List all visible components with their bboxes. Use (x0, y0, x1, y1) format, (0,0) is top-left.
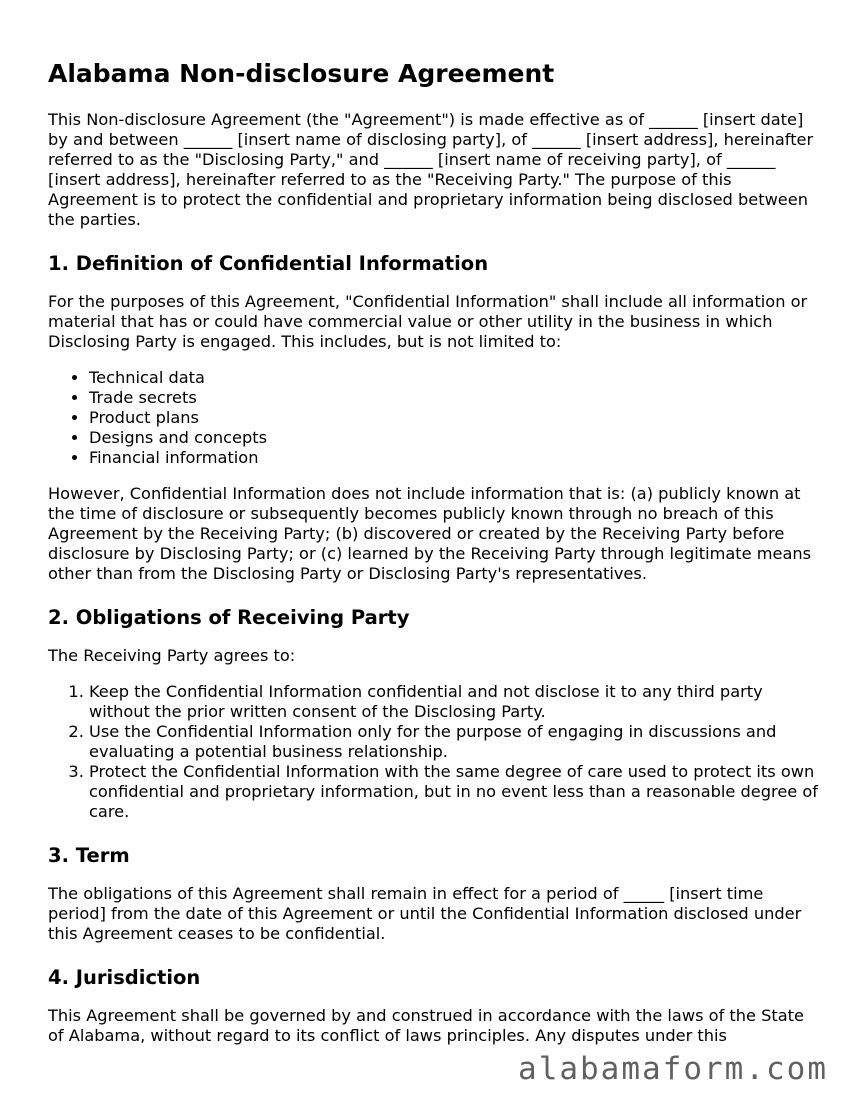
exclusions-paragraph: However, Confidential Information does not include information that is: (a) publicly known at the time of disclosure or subsequently becomes publicly known through no breach of this Agreement by the Receiving Party; (b) discovered or created by the Receiving Party before disclosure by Disclosing Party; or (c) learned by the Receiving Party through legitimate means other than from the Disclosing Party or Disclosing Party's representatives. (48, 484, 812, 583)
list-item: 2. Use the Confidential Information only for the purpose of engaging in discussions and evaluating a potential business relationship. (89, 722, 818, 762)
section-heading-term: 3. Term (48, 844, 130, 867)
term-paragraph: The obligations of this Agreement shall remain in effect for a period of _____ [insert time period] from the date of this Agreement or until the Confidential Information disclosed under this Agreement ceases to be confidential. (48, 884, 802, 943)
confidential-info-list (48, 368, 818, 468)
document-title: Alabama Non-disclosure Agreement (48, 59, 555, 88)
section-heading-definition: 1. Definition of Confidential Information (48, 252, 489, 275)
list-item: • Technical data (89, 368, 818, 388)
obligations-list (48, 682, 818, 822)
list-item: 3. Protect the Confidential Information with the same degree of care used to protect its own confidential and proprietary information, but in no event less than a reasonable degree of care. (89, 762, 818, 822)
list-item: • Product plans (89, 408, 818, 428)
obligations-paragraph: The Receiving Party agrees to: (48, 646, 296, 665)
definition-paragraph: For the purposes of this Agreement, "Confidential Information" shall include all information or material that has or could have commercial value or other utility in the business in which Disclosing Party is engaged. This includes, but is not limited to: (48, 292, 808, 351)
document-page (48, 58, 818, 1046)
jurisdiction-paragraph: This Agreement shall be governed by and construed in accordance with the laws of the State of Alabama, without regard to its conflict of laws principles. Any disputes under this (48, 1006, 804, 1045)
intro-paragraph: This Non-disclosure Agreement (the "Agreement") is made effective as of ______ [insert date] by and between ______ [insert name of disclosing party], of ______ [insert address], hereinafter referred to as the "Disclosing Party," and ______ [insert name of receiving party], of ______ [insert address], hereinafter referred to as the "Receiving Party." The purpose of this Agreement is to protect the confidential and proprietary information being disclosed between the parties. (48, 110, 814, 229)
list-item: • Designs and concepts (89, 428, 818, 448)
list-item: 1. Keep the Confidential Information confidential and not disclose it to any third party without the prior written consent of the Disclosing Party. (89, 682, 818, 722)
section-heading-obligations: 2. Obligations of Receiving Party (48, 606, 410, 629)
list-item: • Trade secrets (89, 388, 818, 408)
list-item: • Financial information (89, 448, 818, 468)
section-heading-jurisdiction: 4. Jurisdiction (48, 966, 201, 989)
site-watermark: alabamaform.com (518, 1051, 828, 1087)
